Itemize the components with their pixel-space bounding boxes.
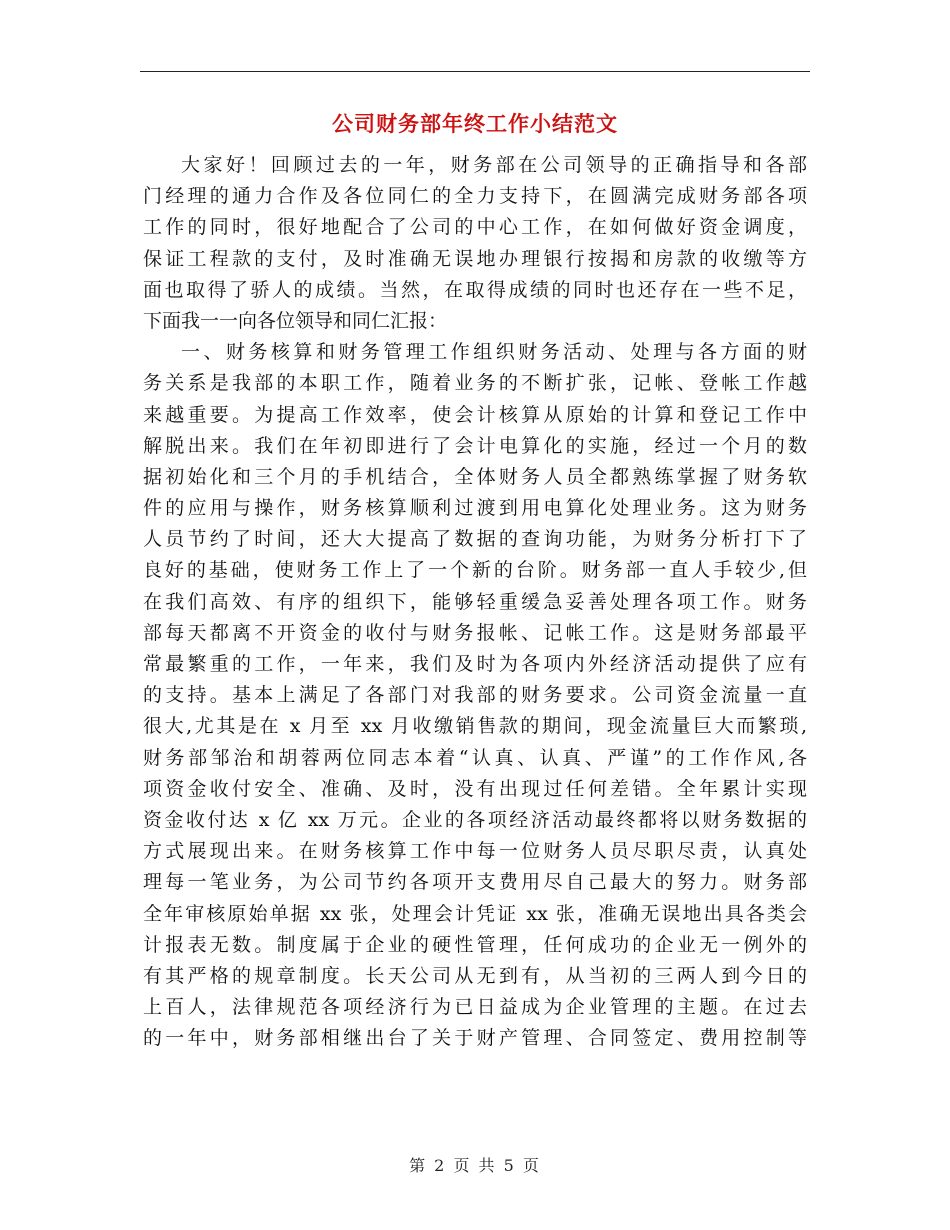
text-line: 计报表无数。制度属于企业的硬性管理，任何成功的企业无一例外的 xyxy=(143,933,807,956)
header-rule xyxy=(140,71,810,72)
text-line: 全年审核原始单据 xx 张，处理会计凭证 xx 张，准确无误地出具各类会 xyxy=(143,902,807,925)
text-line: 来越重要。为提高工作效率，使会计核算从原始的计算和登记工作中 xyxy=(143,403,807,426)
page-number: 第 2 页 共 5 页 xyxy=(409,1156,541,1175)
text-line: 解脱出来。我们在年初即进行了会计电算化的实施，经过一个月的数 xyxy=(143,434,807,457)
text-line: 的一年中，财务部相继出台了关于财产管理、合同签定、费用控制等 xyxy=(143,1027,807,1050)
text-line: 门经理的通力合作及各位同仁的全力支持下，在圆满完成财务部各项 xyxy=(143,185,807,208)
text-line: 资金收付达 x 亿 xx 万元。企业的各项经济活动最终都将以财务数据的 xyxy=(143,808,807,831)
text-line: 下面我一一向各位领导和同仁汇报： xyxy=(143,309,448,332)
text-line: 项资金收付安全、准确、及时，没有出现过任何差错。全年累计实现 xyxy=(143,777,807,800)
text-line: 理每一笔业务，为公司节约各项开支费用尽自己最大的努力。财务部 xyxy=(143,871,807,894)
text-line: 大家好！回顾过去的一年，财务部在公司领导的正确指导和各部 xyxy=(181,154,807,176)
text-line: 上百人，法律规范各项经济行为已日益成为企业管理的主题。在过去 xyxy=(143,996,807,1019)
text-line: 的支持。基本上满足了各部门对我部的财务要求。公司资金流量一直 xyxy=(143,684,807,707)
text-line: 常最繁重的工作，一年来，我们及时为各项内外经济活动提供了应有 xyxy=(143,653,807,675)
text-line: 在我们高效、有序的组织下，能够轻重缓急妥善处理各项工作。财务 xyxy=(143,590,807,613)
text-line: 面也取得了骄人的成绩。当然，在取得成绩的同时也还存在一些不足， xyxy=(143,278,807,301)
text-line: 一、财务核算和财务管理工作组织财务活动、处理与各方面的财 xyxy=(181,341,807,364)
text-line: 良好的基础，使财务工作上了一个新的台阶。财务部一直人手较少,但 xyxy=(143,559,807,582)
text-line: 工作的同时，很好地配合了公司的中心工作，在如何做好资金调度， xyxy=(143,216,807,239)
text-line: 很大,尤其是在 x 月至 xx 月收缴销售款的期间，现金流量巨大而繁琐, xyxy=(143,715,807,738)
text-line: 件的应用与操作，财务核算顺利过渡到用电算化处理业务。这为财务 xyxy=(143,497,807,520)
text-line: 方式展现出来。在财务核算工作中每一位财务人员尽职尽责，认真处 xyxy=(143,840,807,863)
text-line: 保证工程款的支付，及时准确无误地办理银行按揭和房款的收缴等方 xyxy=(143,247,807,270)
document-body xyxy=(143,150,807,1054)
text-line: 务关系是我部的本职工作，随着业务的不断扩张，记帐、登帐工作越 xyxy=(143,372,807,395)
document-title: 公司财务部年终工作小结范文 xyxy=(332,111,618,136)
text-line: 人员节约了时间，还大大提高了数据的查询功能，为财务分析打下了 xyxy=(143,528,807,551)
text-line: 财务部邹治和胡蓉两位同志本着“认真、认真、严谨”的工作作风,各 xyxy=(143,746,807,769)
text-line: 部每天都离不开资金的收付与财务报帐、记帐工作。这是财务部最平 xyxy=(143,621,807,644)
text-line: 据初始化和三个月的手机结合，全体财务人员全都熟练掌握了财务软 xyxy=(143,465,807,488)
text-line: 有其严格的规章制度。长天公司从无到有，从当初的三两人到今日的 xyxy=(143,964,807,987)
